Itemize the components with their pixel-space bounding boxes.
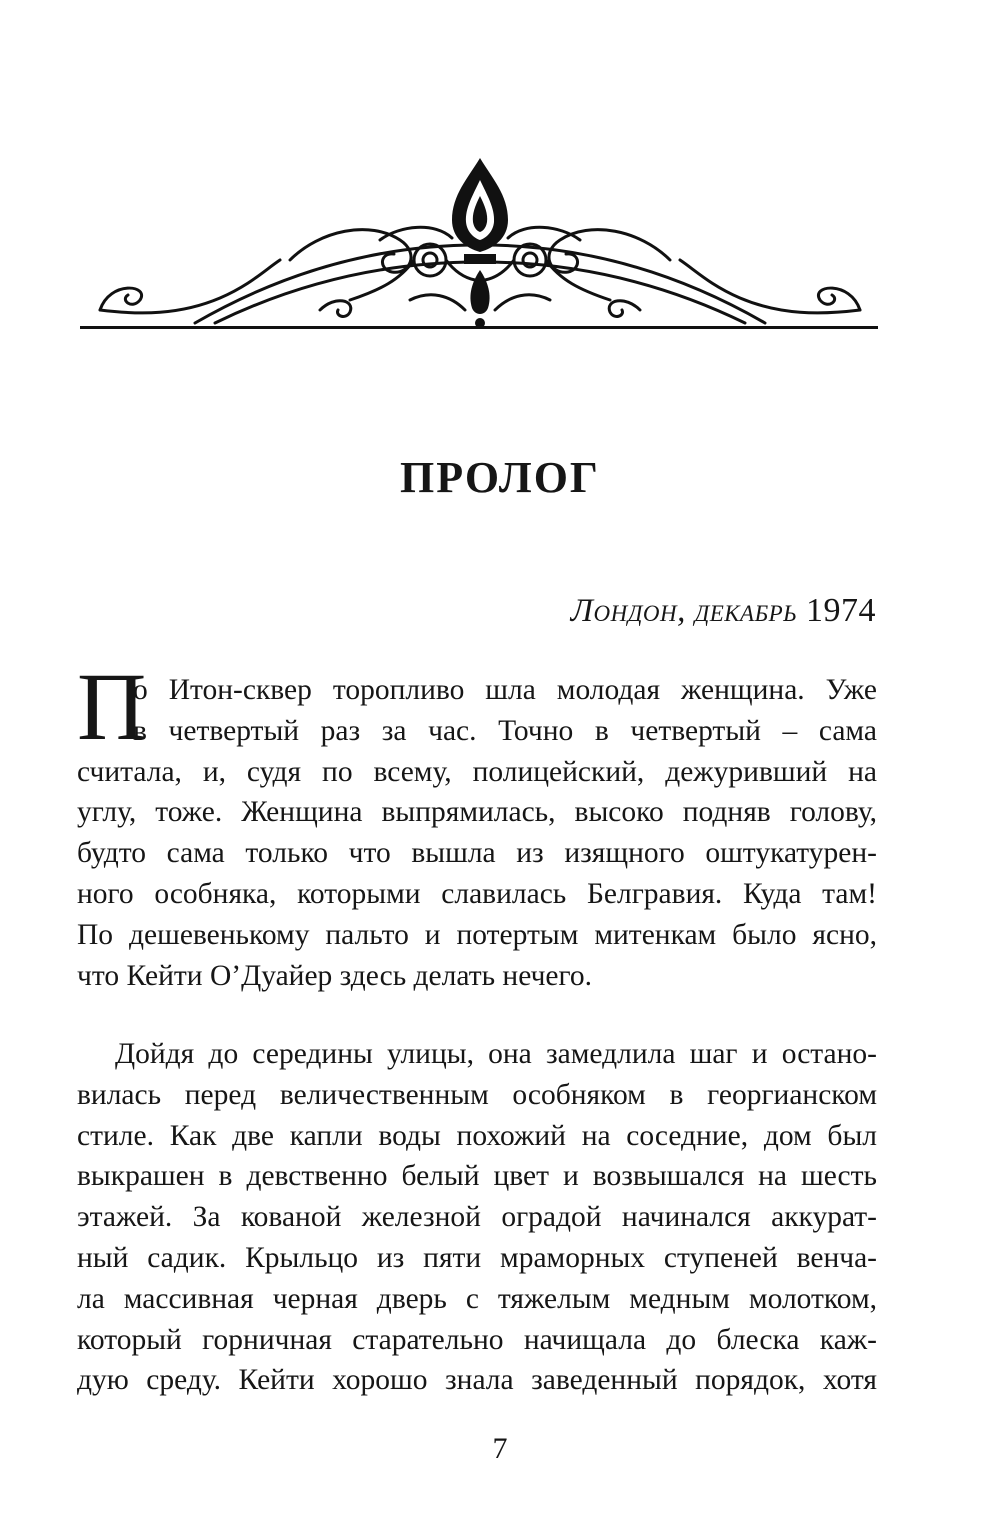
chapter-title: ПРОЛОГ [400,453,600,502]
text-line: ла массивная черная дверь с тяжелым медным молотком, [77,1282,877,1315]
text-line: будто сама только что вышла из изящного оштукатурен- [77,837,877,870]
text-line: в четвертый раз за час. Точно в четвертый – сама [133,714,877,747]
text-line: дую среду. Кейти хорошо знала заведенный порядок, хотя [77,1364,877,1397]
text-line: который горничная старательно начищала до блеска каж- [77,1323,877,1356]
text-line: Дойдя до середины улицы, она замедлила шаг и остано- [115,1038,877,1070]
dateline-place: Лондон, декабрь [570,593,798,629]
paragraph-2 [77,1034,877,1401]
text-line: этажей. За кованой железной оградой начинался аккурат- [77,1201,877,1234]
paragraph-1 [77,653,877,996]
text-line: По дешевенькому пальто и потертым митенкам было ясно, [77,918,877,951]
header-rule [80,326,878,329]
text-line: выкрашен в девственно белый цвет и возвышался на шесть [77,1160,877,1193]
drop-cap: П [77,653,147,760]
text-line: стиле. Как две капли воды похожий на соседние, дом был [77,1119,877,1152]
dateline-year: 1974 [806,592,876,629]
header-ornament-icon [80,150,880,335]
text-line: вилась перед величественным особняком в георгианском [77,1078,877,1111]
text-line: ного особняка, которыми славилась Белгравия. Куда там! [77,877,877,910]
text-line: считала, и, судя по всему, полицейский, дежуривший на [77,755,877,788]
text-line: ный садик. Крыльцо из пяти мраморных ступеней венча- [77,1241,877,1274]
dateline [571,592,876,630]
text-line: о Итон-сквер торопливо шла молодая женщина. Уже [133,674,877,706]
text-line: что Кейти О’Дуайер здесь делать нечего. [77,959,592,992]
text-line: углу, тоже. Женщина выпрямилась, высоко подняв голову, [77,796,877,829]
page-number: 7 [492,1432,508,1465]
